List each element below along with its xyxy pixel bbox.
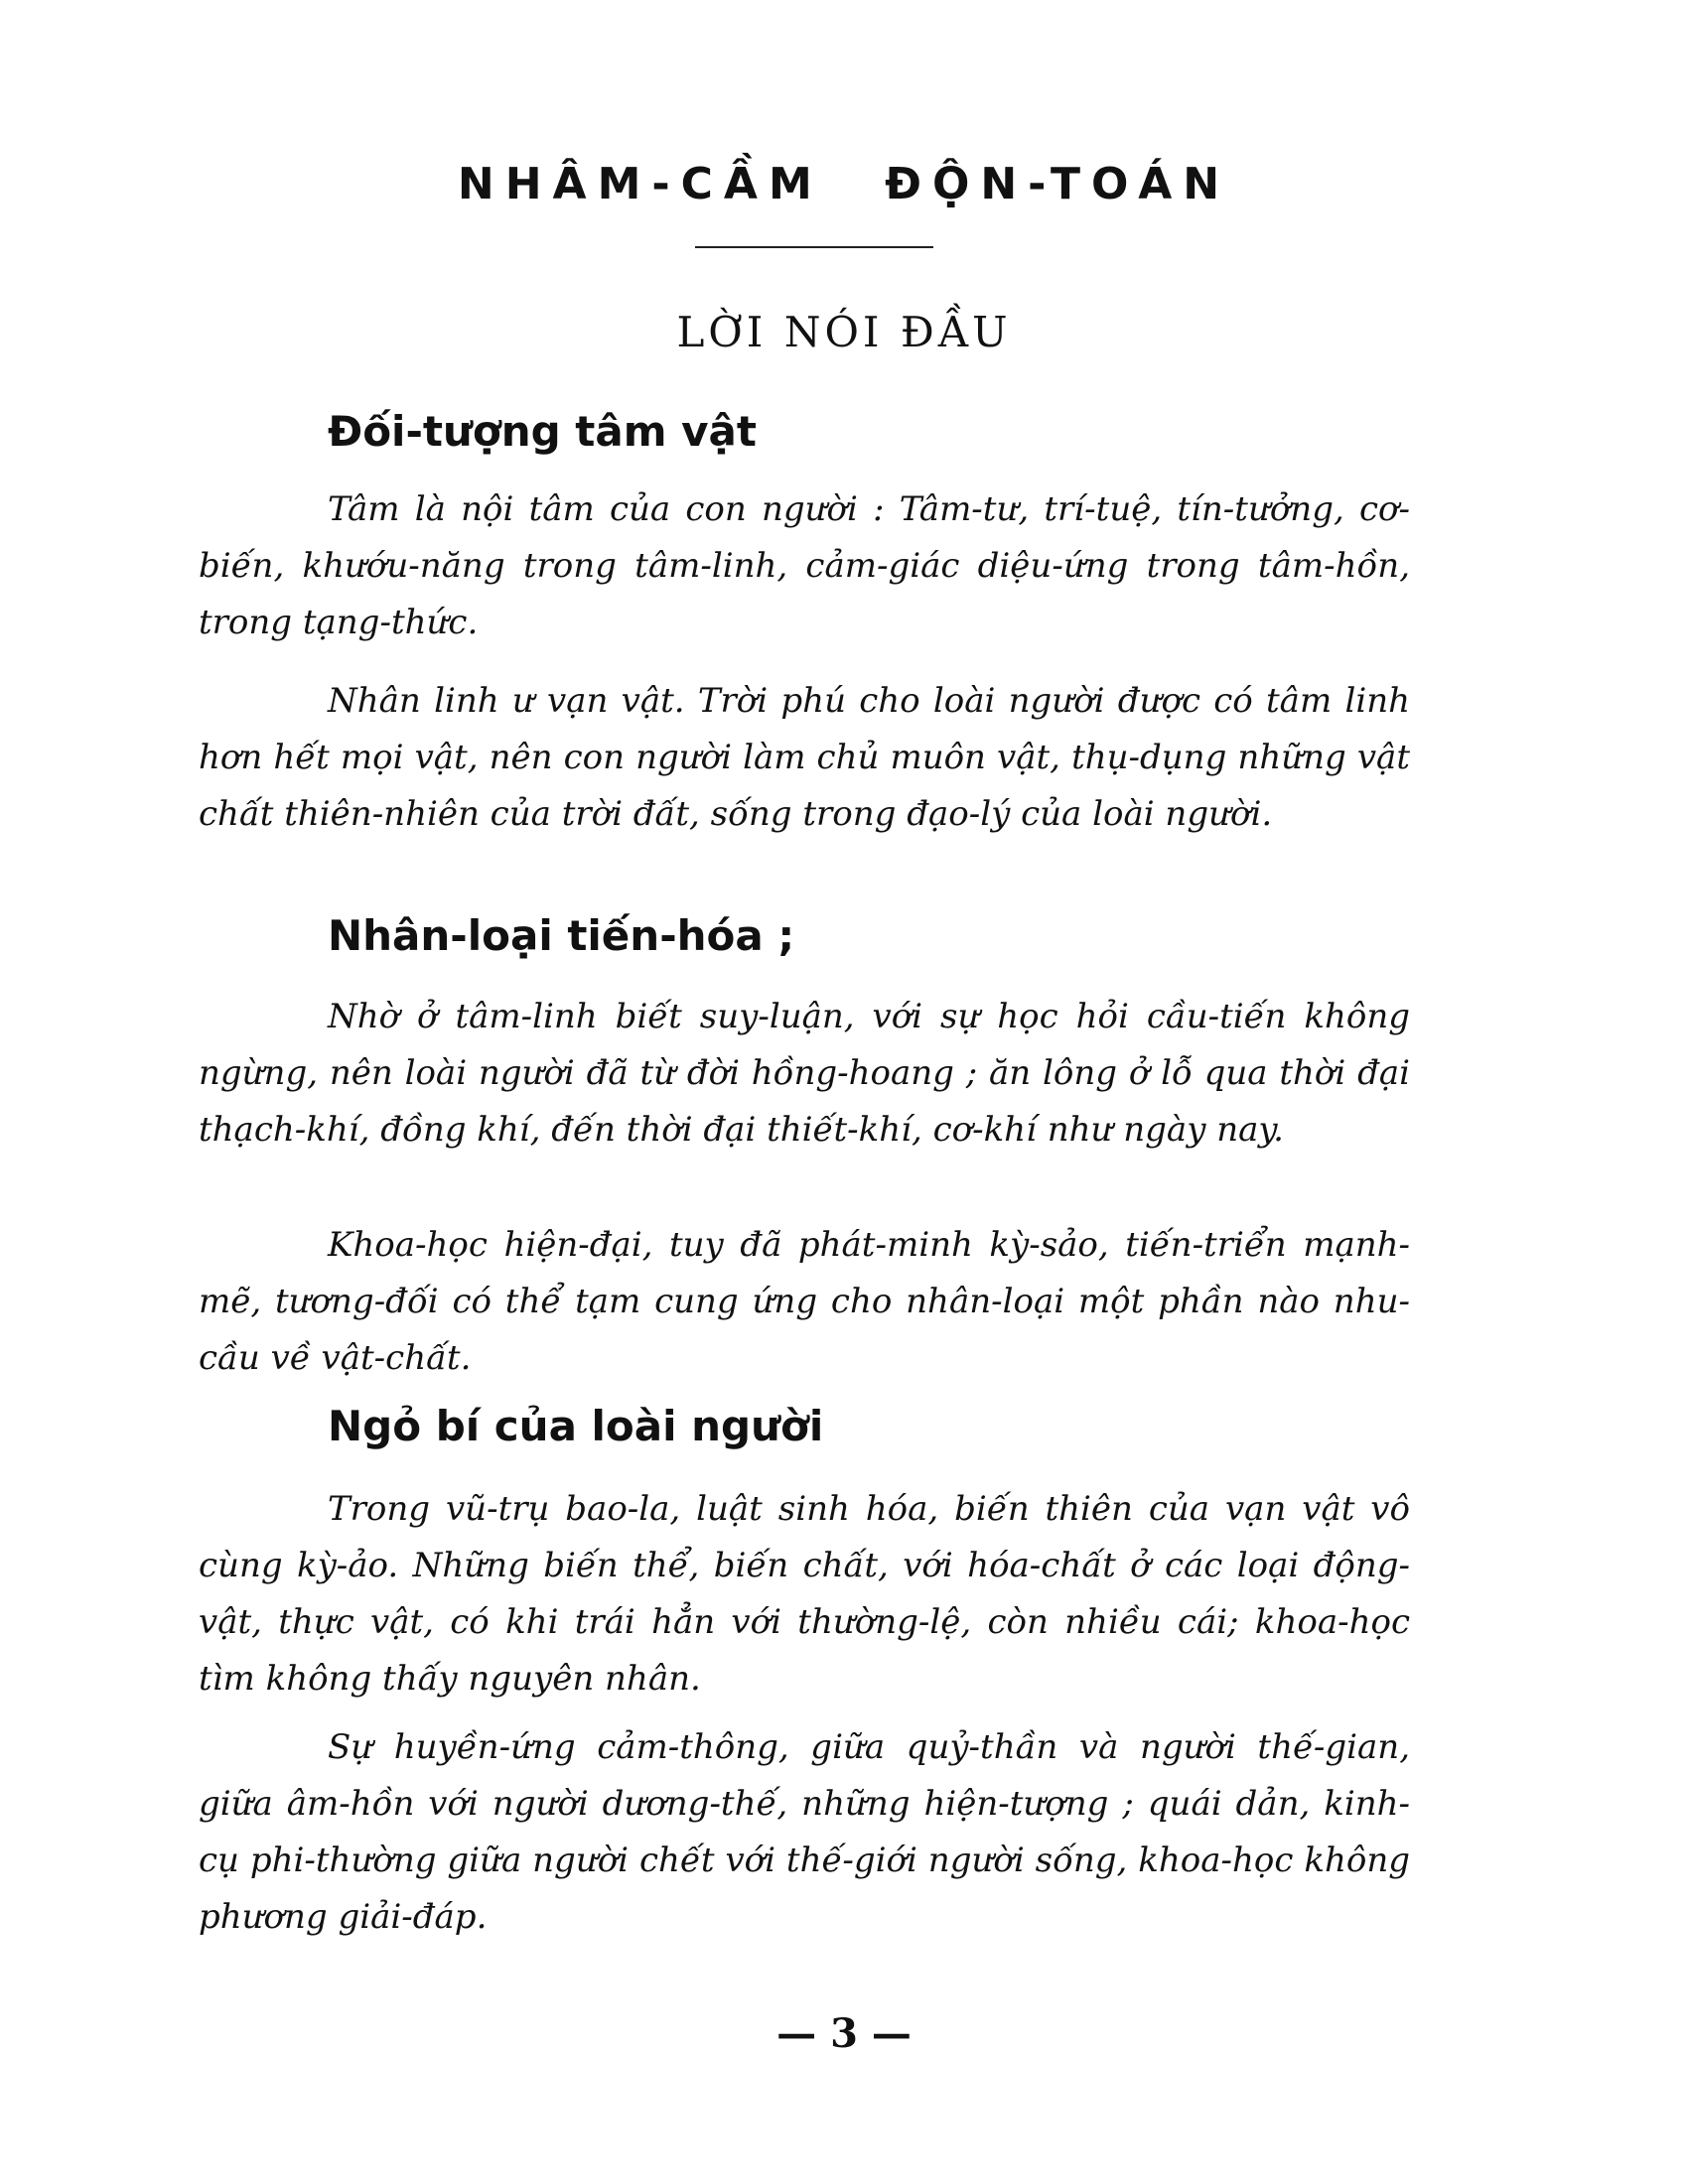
paragraph: Tâm là nội tâm của con người : Tâm-tư, trí-tuệ, tín-tưởng, cơ-biến, khướu-năng trong tâm-linh, cảm-giác diệu-ứng trong tâm-hồn, trong tạng-thức. (199, 489, 1410, 642)
paragraph: Khoa-học hiện-đại, tuy đã phát-minh kỳ-sảo, tiến-triển mạnh-mẽ, tương-đối có thể tạm cung ứng cho nhân-loại một phần nào nhu-cầu về vật-chất. (199, 1225, 1410, 1378)
paragraph: Trong vũ-trụ bao-la, luật sinh hóa, biến thiên của vạn vật vô cùng kỳ-ảo. Những biến thể, biến chất, với hóa-chất ở các loại động-vật, thực vật, có khi trái hẳn với thường-lệ, còn nhiều cái; khoa-học tìm không thấy nguyên nhân. (199, 1489, 1410, 1699)
paragraph: Nhân linh ư vạn vật. Trời phú cho loài người được có tâm linh hơn hết mọi vật, nên con người làm chủ muôn vật, thụ-dụng những vật chất thiên-nhiên của trời đất, sống trong đạo-lý của loài người. (199, 681, 1410, 834)
section-heading: Đối-tượng tâm vật (328, 407, 757, 456)
section-heading: Nhân-loại tiến-hóa ; (328, 911, 795, 960)
title-divider (695, 246, 933, 248)
paragraph: Nhờ ở tâm-linh biết suy-luận, với sự học hỏi cầu-tiến không ngừng, nên loài người đã từ đời hồng-hoang ; ăn lông ở lỗ qua thời đại thạch-khí, đồng khí, đến thời đại thiết-khí, cơ-khí như ngày nay. (199, 997, 1410, 1150)
section-heading: Ngỏ bí của loài người (328, 1402, 824, 1450)
preface-title: LỜI NÓI ĐẦU (676, 308, 1012, 356)
page-number: — 3 — (776, 2010, 912, 2057)
paragraph: Sự huyền-ứng cảm-thông, giữa quỷ-thần và người thế-gian, giữa âm-hồn với người dương-thế, những hiện-tượng ; quái dản, kinh-cụ phi-thường giữa người chết với thế-giới người sống, khoa-học không phương giải-đáp. (199, 1727, 1410, 1937)
book-title: NHÂM-CẦM ĐỘN-TOÁN (457, 159, 1231, 209)
